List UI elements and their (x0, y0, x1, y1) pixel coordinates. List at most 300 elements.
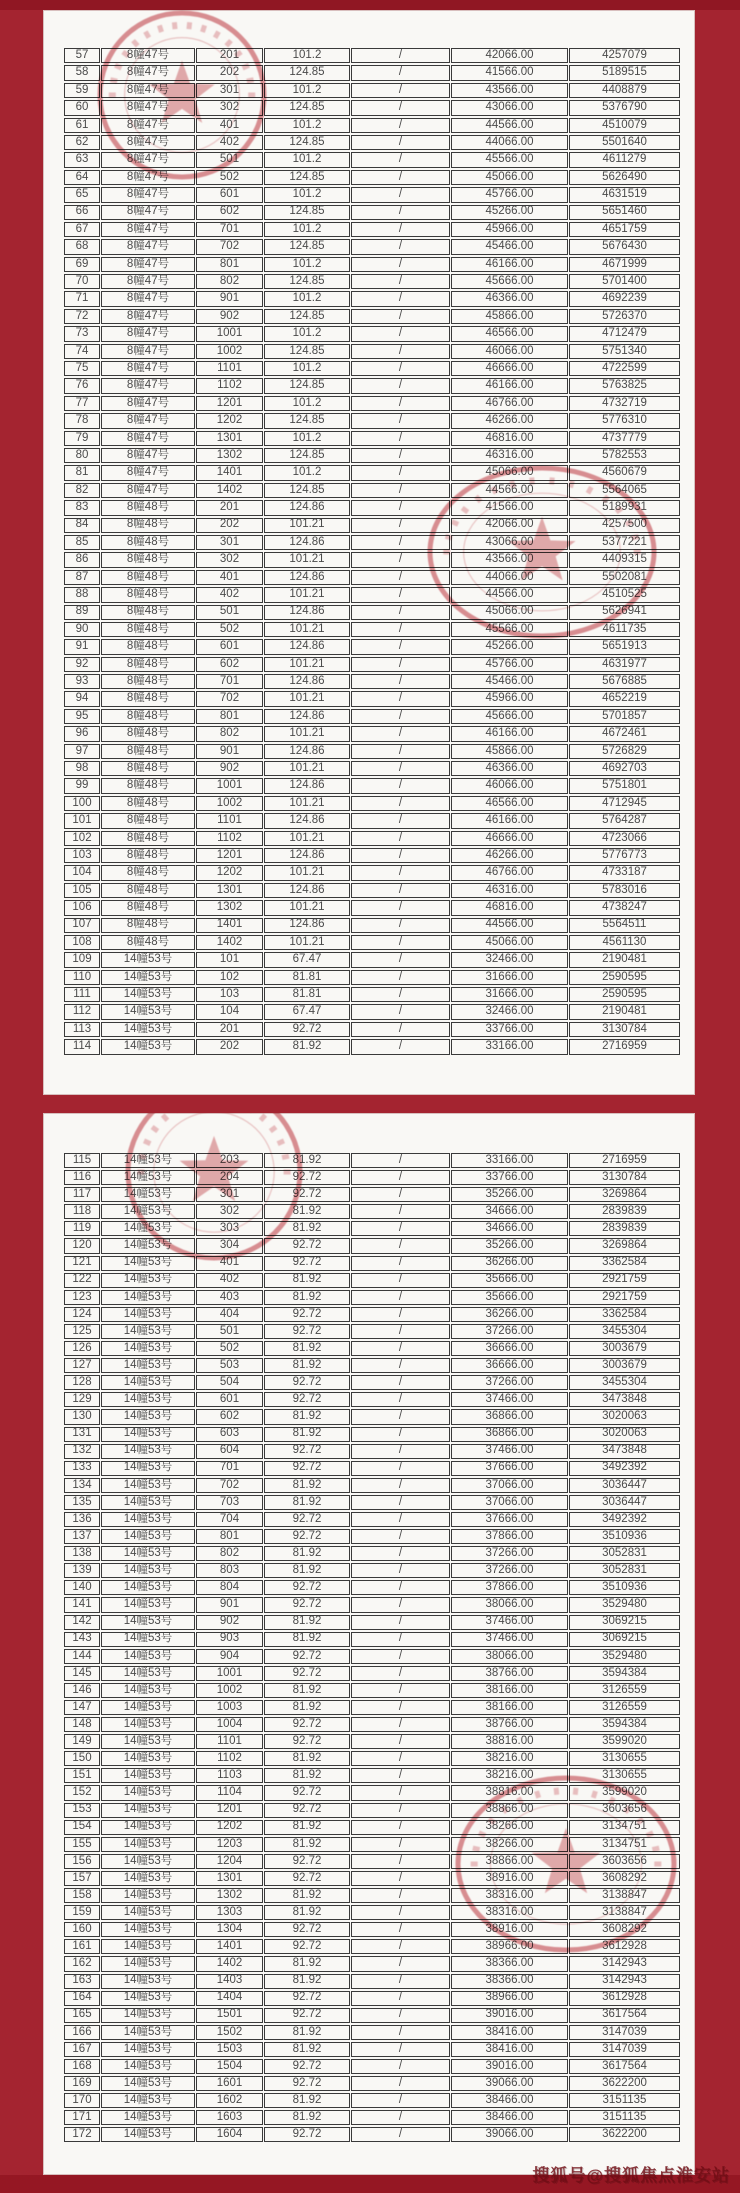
cell-total-price: 4611279 (569, 152, 680, 167)
cell-unit-price: 33766.00 (451, 1022, 568, 1037)
cell-area: 81.92 (264, 1204, 350, 1219)
cell-row-number: 115 (64, 1153, 100, 1168)
cell-slash: / (351, 639, 450, 654)
cell-building: 14幢53号 (101, 1854, 195, 1869)
cell-area: 92.72 (264, 1324, 350, 1339)
table-row (64, 1939, 680, 1954)
cell-area: 101.2 (264, 431, 350, 446)
cell-area: 124.85 (264, 309, 350, 324)
cell-building: 8幢47号 (101, 239, 195, 254)
table-row (64, 1529, 680, 1544)
cell-unit-price: 35666.00 (451, 1273, 568, 1288)
cell-building: 8幢47号 (101, 378, 195, 393)
cell-unit-price: 45266.00 (451, 205, 568, 220)
cell-unit-price: 35666.00 (451, 1290, 568, 1305)
cell-building: 14幢53号 (101, 1273, 195, 1288)
cell-building: 14幢53号 (101, 1409, 195, 1424)
cell-unit-price: 35266.00 (451, 1238, 568, 1253)
cell-row-number: 162 (64, 1956, 100, 1971)
cell-room-number: 602 (196, 1409, 263, 1424)
cell-area: 81.92 (264, 2093, 350, 2108)
cell-building: 8幢47号 (101, 48, 195, 63)
cell-building: 14幢53号 (101, 2008, 195, 2023)
cell-building: 8幢48号 (101, 535, 195, 550)
table-row (64, 709, 680, 724)
table-row (64, 1768, 680, 1783)
cell-unit-price: 45066.00 (451, 605, 568, 620)
cell-unit-price: 45866.00 (451, 744, 568, 759)
cell-building: 8幢47号 (101, 396, 195, 411)
cell-unit-price: 38466.00 (451, 2110, 568, 2125)
cell-area: 124.85 (264, 205, 350, 220)
cell-area: 124.85 (264, 135, 350, 150)
cell-building: 14幢53号 (101, 1683, 195, 1698)
cell-slash: / (351, 726, 450, 741)
cell-total-price: 4671999 (569, 257, 680, 272)
cell-unit-price: 42066.00 (451, 518, 568, 533)
cell-slash: / (351, 935, 450, 950)
cell-room-number: 804 (196, 1580, 263, 1595)
cell-room-number: 801 (196, 709, 263, 724)
cell-total-price: 3603656 (569, 1803, 680, 1818)
cell-row-number: 139 (64, 1563, 100, 1578)
cell-area: 101.21 (264, 691, 350, 706)
table-row (64, 1871, 680, 1886)
cell-unit-price: 37666.00 (451, 1512, 568, 1527)
table-row (64, 118, 680, 133)
cell-room-number: 1101 (196, 361, 263, 376)
cell-room-number: 1202 (196, 1820, 263, 1835)
cell-slash: / (351, 1187, 450, 1202)
cell-total-price: 5564065 (569, 483, 680, 498)
cell-total-price: 4692703 (569, 761, 680, 776)
cell-room-number: 303 (196, 1221, 263, 1236)
cell-total-price: 4733187 (569, 865, 680, 880)
cell-room-number: 1301 (196, 883, 263, 898)
table-row (64, 691, 680, 706)
cell-slash: / (351, 1666, 450, 1681)
cell-room-number: 301 (196, 1187, 263, 1202)
cell-row-number: 155 (64, 1837, 100, 1852)
cell-building: 8幢48号 (101, 726, 195, 741)
table-row (64, 1307, 680, 1322)
cell-room-number: 1001 (196, 326, 263, 341)
table-row (64, 1409, 680, 1424)
cell-area: 101.2 (264, 83, 350, 98)
table-row (64, 639, 680, 654)
cell-room-number: 1002 (196, 796, 263, 811)
cell-room-number: 402 (196, 587, 263, 602)
cell-total-price: 3594384 (569, 1666, 680, 1681)
cell-unit-price: 38766.00 (451, 1666, 568, 1681)
cell-row-number: 134 (64, 1478, 100, 1493)
cell-slash: / (351, 100, 450, 115)
cell-building: 14幢53号 (101, 1991, 195, 2006)
cell-area: 81.92 (264, 1427, 350, 1442)
cell-room-number: 401 (196, 1256, 263, 1271)
table-row (64, 1751, 680, 1766)
cell-row-number: 73 (64, 326, 100, 341)
cell-row-number: 61 (64, 118, 100, 133)
cell-room-number: 901 (196, 744, 263, 759)
cell-unit-price: 45866.00 (451, 309, 568, 324)
cell-slash: / (351, 83, 450, 98)
cell-room-number: 1502 (196, 2025, 263, 2040)
cell-unit-price: 46066.00 (451, 778, 568, 793)
cell-room-number: 704 (196, 1512, 263, 1527)
cell-building: 8幢48号 (101, 761, 195, 776)
cell-slash: / (351, 622, 450, 637)
table-row (64, 1375, 680, 1390)
cell-room-number: 501 (196, 1324, 263, 1339)
cell-unit-price: 46266.00 (451, 413, 568, 428)
cell-unit-price: 38266.00 (451, 1820, 568, 1835)
cell-total-price: 4409315 (569, 552, 680, 567)
cell-row-number: 136 (64, 1512, 100, 1527)
cell-unit-price: 38166.00 (451, 1683, 568, 1698)
table-row (64, 1187, 680, 1202)
table-row (64, 48, 680, 63)
cell-unit-price: 46266.00 (451, 848, 568, 863)
cell-room-number: 1302 (196, 448, 263, 463)
table-row (64, 570, 680, 585)
cell-area: 92.72 (264, 1803, 350, 1818)
cell-slash: / (351, 1324, 450, 1339)
cell-slash: / (351, 1700, 450, 1715)
cell-slash: / (351, 587, 450, 602)
cell-row-number: 93 (64, 674, 100, 689)
cell-row-number: 88 (64, 587, 100, 602)
cell-row-number: 158 (64, 1888, 100, 1903)
cell-room-number: 1401 (196, 918, 263, 933)
cell-unit-price: 37266.00 (451, 1546, 568, 1561)
cell-row-number: 122 (64, 1273, 100, 1288)
cell-unit-price: 42066.00 (451, 48, 568, 63)
cell-unit-price: 46566.00 (451, 796, 568, 811)
cell-row-number: 159 (64, 1905, 100, 1920)
cell-slash: / (351, 1444, 450, 1459)
cell-row-number: 117 (64, 1187, 100, 1202)
cell-room-number: 104 (196, 1004, 263, 1019)
cell-building: 14幢53号 (101, 1700, 195, 1715)
cell-slash: / (351, 1170, 450, 1185)
table-row (64, 778, 680, 793)
cell-area: 81.92 (264, 2042, 350, 2057)
cell-row-number: 148 (64, 1717, 100, 1732)
cell-total-price: 2590595 (569, 987, 680, 1002)
cell-row-number: 123 (64, 1290, 100, 1305)
cell-room-number: 1301 (196, 431, 263, 446)
table-row (64, 1221, 680, 1236)
cell-building: 14幢53号 (101, 1751, 195, 1766)
cell-room-number: 1201 (196, 848, 263, 863)
cell-building: 8幢47号 (101, 152, 195, 167)
cell-room-number: 102 (196, 970, 263, 985)
table-row (64, 1597, 680, 1612)
cell-building: 14幢53号 (101, 1939, 195, 1954)
cell-slash: / (351, 1580, 450, 1595)
cell-building: 14幢53号 (101, 1580, 195, 1595)
cell-total-price: 5189515 (569, 65, 680, 80)
cell-slash: / (351, 1427, 450, 1442)
table-row (64, 500, 680, 515)
cell-slash: / (351, 344, 450, 359)
cell-slash: / (351, 1004, 450, 1019)
cell-area: 81.92 (264, 1683, 350, 1698)
cell-total-price: 4722599 (569, 361, 680, 376)
cell-unit-price: 36266.00 (451, 1307, 568, 1322)
cell-total-price: 2839839 (569, 1221, 680, 1236)
cell-total-price: 5751340 (569, 344, 680, 359)
cell-room-number: 202 (196, 518, 263, 533)
cell-unit-price: 46316.00 (451, 448, 568, 463)
cell-building: 14幢53号 (101, 1187, 195, 1202)
cell-room-number: 603 (196, 1427, 263, 1442)
table-row (64, 761, 680, 776)
cell-room-number: 1201 (196, 1803, 263, 1818)
table-row (64, 1512, 680, 1527)
table-row (64, 1615, 680, 1630)
cell-slash: / (351, 1290, 450, 1305)
cell-area: 101.2 (264, 152, 350, 167)
cell-slash: / (351, 535, 450, 550)
cell-slash: / (351, 1546, 450, 1561)
cell-room-number: 902 (196, 761, 263, 776)
cell-building: 8幢48号 (101, 570, 195, 585)
cell-building: 8幢48号 (101, 813, 195, 828)
cell-room-number: 1102 (196, 831, 263, 846)
cell-total-price: 4561130 (569, 935, 680, 950)
cell-room-number: 1101 (196, 813, 263, 828)
cell-building: 14幢53号 (101, 1238, 195, 1253)
cell-building: 8幢48号 (101, 796, 195, 811)
cell-total-price: 5726829 (569, 744, 680, 759)
cell-unit-price: 37466.00 (451, 1632, 568, 1647)
cell-room-number: 702 (196, 1478, 263, 1493)
table-row (64, 2025, 680, 2040)
cell-row-number: 145 (64, 1666, 100, 1681)
cell-row-number: 104 (64, 865, 100, 880)
table-row (64, 1700, 680, 1715)
cell-building: 14幢53号 (101, 1529, 195, 1544)
cell-slash: / (351, 518, 450, 533)
cell-area: 92.72 (264, 1022, 350, 1037)
cell-building: 8幢47号 (101, 291, 195, 306)
cell-slash: / (351, 570, 450, 585)
cell-area: 101.2 (264, 257, 350, 272)
cell-total-price: 3052831 (569, 1563, 680, 1578)
cell-slash: / (351, 796, 450, 811)
cell-building: 8幢47号 (101, 205, 195, 220)
cell-area: 81.92 (264, 1700, 350, 1715)
cell-row-number: 65 (64, 187, 100, 202)
cell-building: 8幢47号 (101, 257, 195, 272)
table-row (64, 257, 680, 272)
cell-area: 92.72 (264, 2059, 350, 2074)
cell-building: 14幢53号 (101, 2059, 195, 2074)
table-row (64, 726, 680, 741)
cell-building: 14幢53号 (101, 1022, 195, 1037)
cell-slash: / (351, 1039, 450, 1054)
cell-building: 8幢47号 (101, 465, 195, 480)
cell-total-price: 3510936 (569, 1529, 680, 1544)
cell-unit-price: 43566.00 (451, 83, 568, 98)
cell-unit-price: 41566.00 (451, 65, 568, 80)
cell-room-number: 202 (196, 1039, 263, 1054)
cell-room-number: 902 (196, 309, 263, 324)
cell-area: 92.72 (264, 1922, 350, 1937)
table-row (64, 1905, 680, 1920)
cell-row-number: 137 (64, 1529, 100, 1544)
cell-total-price: 4257079 (569, 48, 680, 63)
cell-slash: / (351, 1871, 450, 1886)
cell-building: 14幢53号 (101, 1956, 195, 1971)
cell-slash: / (351, 918, 450, 933)
cell-room-number: 803 (196, 1563, 263, 1578)
cell-slash: / (351, 48, 450, 63)
cell-slash: / (351, 1734, 450, 1749)
cell-unit-price: 45066.00 (451, 935, 568, 950)
cell-area: 101.21 (264, 726, 350, 741)
cell-room-number: 202 (196, 65, 263, 80)
cell-unit-price: 38166.00 (451, 1700, 568, 1715)
cell-unit-price: 46566.00 (451, 326, 568, 341)
cell-row-number: 94 (64, 691, 100, 706)
cell-building: 8幢47号 (101, 274, 195, 289)
cell-slash: / (351, 1529, 450, 1544)
cell-room-number: 1203 (196, 1837, 263, 1852)
cell-room-number: 201 (196, 500, 263, 515)
cell-slash: / (351, 2042, 450, 2057)
cell-area: 81.92 (264, 1956, 350, 1971)
cell-area: 92.72 (264, 1991, 350, 2006)
cell-room-number: 502 (196, 170, 263, 185)
cell-area: 101.2 (264, 222, 350, 237)
cell-slash: / (351, 865, 450, 880)
cell-room-number: 1201 (196, 396, 263, 411)
table-row (64, 170, 680, 185)
cell-area: 101.2 (264, 396, 350, 411)
cell-unit-price: 38216.00 (451, 1751, 568, 1766)
table-row (64, 2076, 680, 2091)
cell-area: 81.92 (264, 1478, 350, 1493)
table-row (64, 309, 680, 324)
cell-room-number: 401 (196, 118, 263, 133)
cell-building: 8幢48号 (101, 900, 195, 915)
cell-slash: / (351, 709, 450, 724)
cell-room-number: 1001 (196, 1666, 263, 1681)
cell-building: 14幢53号 (101, 1803, 195, 1818)
cell-room-number: 501 (196, 605, 263, 620)
cell-slash: / (351, 1221, 450, 1236)
cell-building: 8幢47号 (101, 431, 195, 446)
cell-total-price: 3473848 (569, 1392, 680, 1407)
cell-unit-price: 46166.00 (451, 726, 568, 741)
cell-total-price: 3492392 (569, 1512, 680, 1527)
cell-room-number: 1004 (196, 1717, 263, 1732)
cell-slash: / (351, 970, 450, 985)
cell-slash: / (351, 1956, 450, 1971)
cell-total-price: 3617564 (569, 2008, 680, 2023)
table-row (64, 1022, 680, 1037)
cell-unit-price: 43566.00 (451, 552, 568, 567)
cell-total-price: 3069215 (569, 1632, 680, 1647)
cell-area: 81.92 (264, 1563, 350, 1578)
cell-unit-price: 44566.00 (451, 918, 568, 933)
table-row (64, 1546, 680, 1561)
cell-total-price: 5776310 (569, 413, 680, 428)
cell-room-number: 1002 (196, 344, 263, 359)
cell-building: 8幢48号 (101, 674, 195, 689)
cell-slash: / (351, 952, 450, 967)
cell-total-price: 5651460 (569, 205, 680, 220)
cell-slash: / (351, 674, 450, 689)
cell-area: 81.92 (264, 1358, 350, 1373)
cell-total-price: 3134751 (569, 1820, 680, 1835)
cell-unit-price: 37266.00 (451, 1324, 568, 1339)
cell-total-price: 3622200 (569, 2127, 680, 2142)
cell-slash: / (351, 2110, 450, 2125)
cell-row-number: 130 (64, 1409, 100, 1424)
cell-slash: / (351, 744, 450, 759)
cell-room-number: 602 (196, 205, 263, 220)
cell-unit-price: 43066.00 (451, 535, 568, 550)
price-table-2 (63, 1151, 681, 2144)
cell-row-number: 142 (64, 1615, 100, 1630)
cell-area: 124.85 (264, 344, 350, 359)
cell-room-number: 1104 (196, 1785, 263, 1800)
cell-total-price: 3126559 (569, 1683, 680, 1698)
table-row (64, 883, 680, 898)
cell-row-number: 149 (64, 1734, 100, 1749)
cell-unit-price: 39066.00 (451, 2127, 568, 2142)
cell-row-number: 66 (64, 205, 100, 220)
table-row (64, 361, 680, 376)
table-row (64, 935, 680, 950)
table-row (64, 396, 680, 411)
cell-slash: / (351, 1256, 450, 1271)
cell-area: 81.92 (264, 1221, 350, 1236)
cell-slash: / (351, 1803, 450, 1818)
cell-unit-price: 37866.00 (451, 1580, 568, 1595)
cell-room-number: 702 (196, 691, 263, 706)
cell-total-price: 3455304 (569, 1375, 680, 1390)
table-row (64, 674, 680, 689)
cell-row-number: 113 (64, 1022, 100, 1037)
cell-building: 14幢53号 (101, 2025, 195, 2040)
cell-building: 8幢48号 (101, 639, 195, 654)
cell-total-price: 4652219 (569, 691, 680, 706)
cell-area: 124.85 (264, 448, 350, 463)
table-row (64, 205, 680, 220)
cell-slash: / (351, 1888, 450, 1903)
cell-area: 101.21 (264, 796, 350, 811)
cell-unit-price: 38466.00 (451, 2093, 568, 2108)
cell-unit-price: 37466.00 (451, 1444, 568, 1459)
cell-unit-price: 37866.00 (451, 1529, 568, 1544)
cell-room-number: 701 (196, 222, 263, 237)
cell-slash: / (351, 1785, 450, 1800)
cell-area: 81.92 (264, 1905, 350, 1920)
cell-unit-price: 43066.00 (451, 100, 568, 115)
cell-total-price: 5376790 (569, 100, 680, 115)
cell-unit-price: 46166.00 (451, 257, 568, 272)
cell-area: 81.92 (264, 1153, 350, 1168)
cell-room-number: 201 (196, 1022, 263, 1037)
cell-total-price: 3126559 (569, 1700, 680, 1715)
cell-slash: / (351, 1905, 450, 1920)
cell-room-number: 402 (196, 135, 263, 150)
